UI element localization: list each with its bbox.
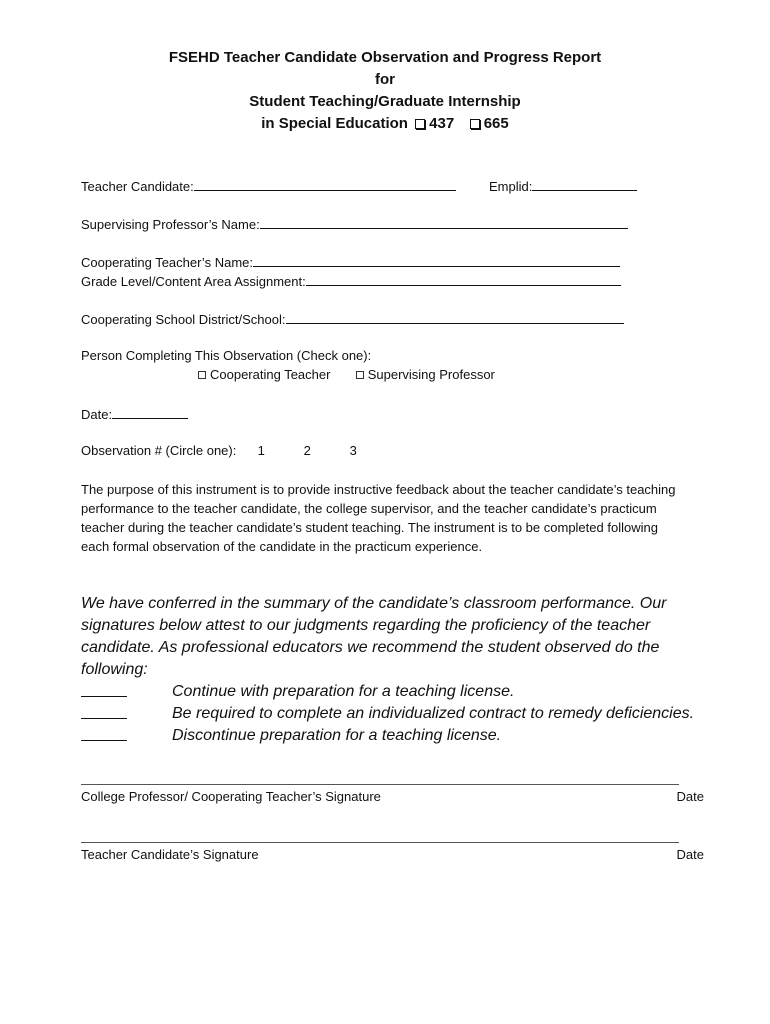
form-title: FSEHD Teacher Candidate Observation and Progress Report	[168, 49, 602, 66]
professor-signature-date-label: Date	[676, 789, 704, 804]
recommendation-contract-blank[interactable]	[81, 703, 127, 719]
teacher-candidate-row	[81, 177, 456, 195]
professor-signature-line[interactable]	[81, 784, 679, 785]
program-label: in Special Education	[261, 115, 408, 132]
observation-option-2[interactable]: 2	[303, 443, 311, 458]
checkbox-437[interactable]	[415, 119, 425, 129]
recommendation-discontinue-label: Discontinue preparation for a teaching license.	[172, 727, 502, 744]
form-title-for: for	[375, 71, 395, 88]
cooperating-teacher-label: Cooperating Teacher’s Name:	[81, 255, 253, 270]
observation-option-3[interactable]: 3	[349, 443, 357, 458]
recommendation-contract	[81, 703, 695, 726]
recommendation-discontinue	[81, 725, 502, 748]
recommendation-continue-blank[interactable]	[81, 681, 127, 697]
course-665-label: 665	[483, 115, 509, 132]
emplid-label: Emplid:	[489, 179, 533, 194]
emplid-field[interactable]	[532, 177, 637, 191]
purpose-paragraph: The purpose of this instrument is to provide instructive feedback about the teacher candidate’s teaching performance to the teacher candidate, the college supervisor, and the teacher candidate’s practicum teacher during the teacher candidate’s student teaching. The instrument is to be completed following each formal observation of the candidate in the practicum experience.	[81, 482, 676, 554]
emplid-row	[489, 177, 637, 195]
option-cooperating-teacher-label: Cooperating Teacher	[210, 367, 331, 382]
observation-option-1[interactable]: 1	[257, 443, 265, 458]
grade-level-label: Grade Level/Content Area Assignment:	[81, 274, 306, 289]
candidate-signature-label: Teacher Candidate’s Signature	[81, 847, 259, 862]
supervising-professor-field[interactable]	[260, 215, 628, 229]
date-label: Date:	[81, 407, 113, 422]
option-supervising-professor-label: Supervising Professor	[367, 367, 495, 382]
professor-signature-label: College Professor/ Cooperating Teacher’s Signature	[81, 789, 381, 804]
course-437-label: 437	[429, 115, 455, 132]
person-completing-label: Person Completing This Observation (Check one):	[81, 348, 372, 363]
grade-level-row	[81, 272, 621, 290]
observation-row	[81, 443, 396, 459]
form-subtitle-program	[0, 113, 770, 135]
grade-level-field[interactable]	[306, 272, 621, 286]
teacher-candidate-label: Teacher Candidate:	[81, 179, 194, 194]
school-row	[81, 310, 624, 328]
candidate-signature-date-label: Date	[676, 847, 704, 862]
school-field[interactable]	[286, 310, 624, 324]
person-options	[198, 367, 495, 383]
recommendation-statement: We have conferred in the summary of the candidate’s classroom performance. Our signatures below attest to our judgments regarding the proficiency of the teacher candidate. As professional educators we recommend the student observed do the following:	[81, 595, 667, 678]
recommendation-contract-label: Be required to complete an individualized contract to remedy deficiencies.	[172, 705, 695, 722]
form-subtitle: Student Teaching/Graduate Internship	[249, 93, 521, 110]
candidate-signature-line[interactable]	[81, 842, 679, 843]
checkbox-supervising-professor[interactable]	[356, 371, 364, 379]
recommendation-discontinue-blank[interactable]	[81, 725, 127, 741]
supervising-professor-row	[81, 215, 628, 233]
supervising-professor-label: Supervising Professor’s Name:	[81, 217, 260, 232]
cooperating-teacher-row	[81, 253, 620, 271]
recommendation-continue-label: Continue with preparation for a teaching license.	[172, 683, 515, 700]
teacher-candidate-field[interactable]	[194, 177, 456, 191]
cooperating-teacher-field[interactable]	[253, 253, 620, 267]
checkbox-cooperating-teacher[interactable]	[198, 371, 206, 379]
checkbox-665[interactable]	[470, 119, 480, 129]
date-field[interactable]	[112, 405, 188, 419]
recommendation-continue	[81, 681, 515, 704]
observation-label: Observation # (Circle one):	[81, 443, 237, 458]
school-label: Cooperating School District/School:	[81, 312, 286, 327]
date-row	[81, 405, 188, 423]
